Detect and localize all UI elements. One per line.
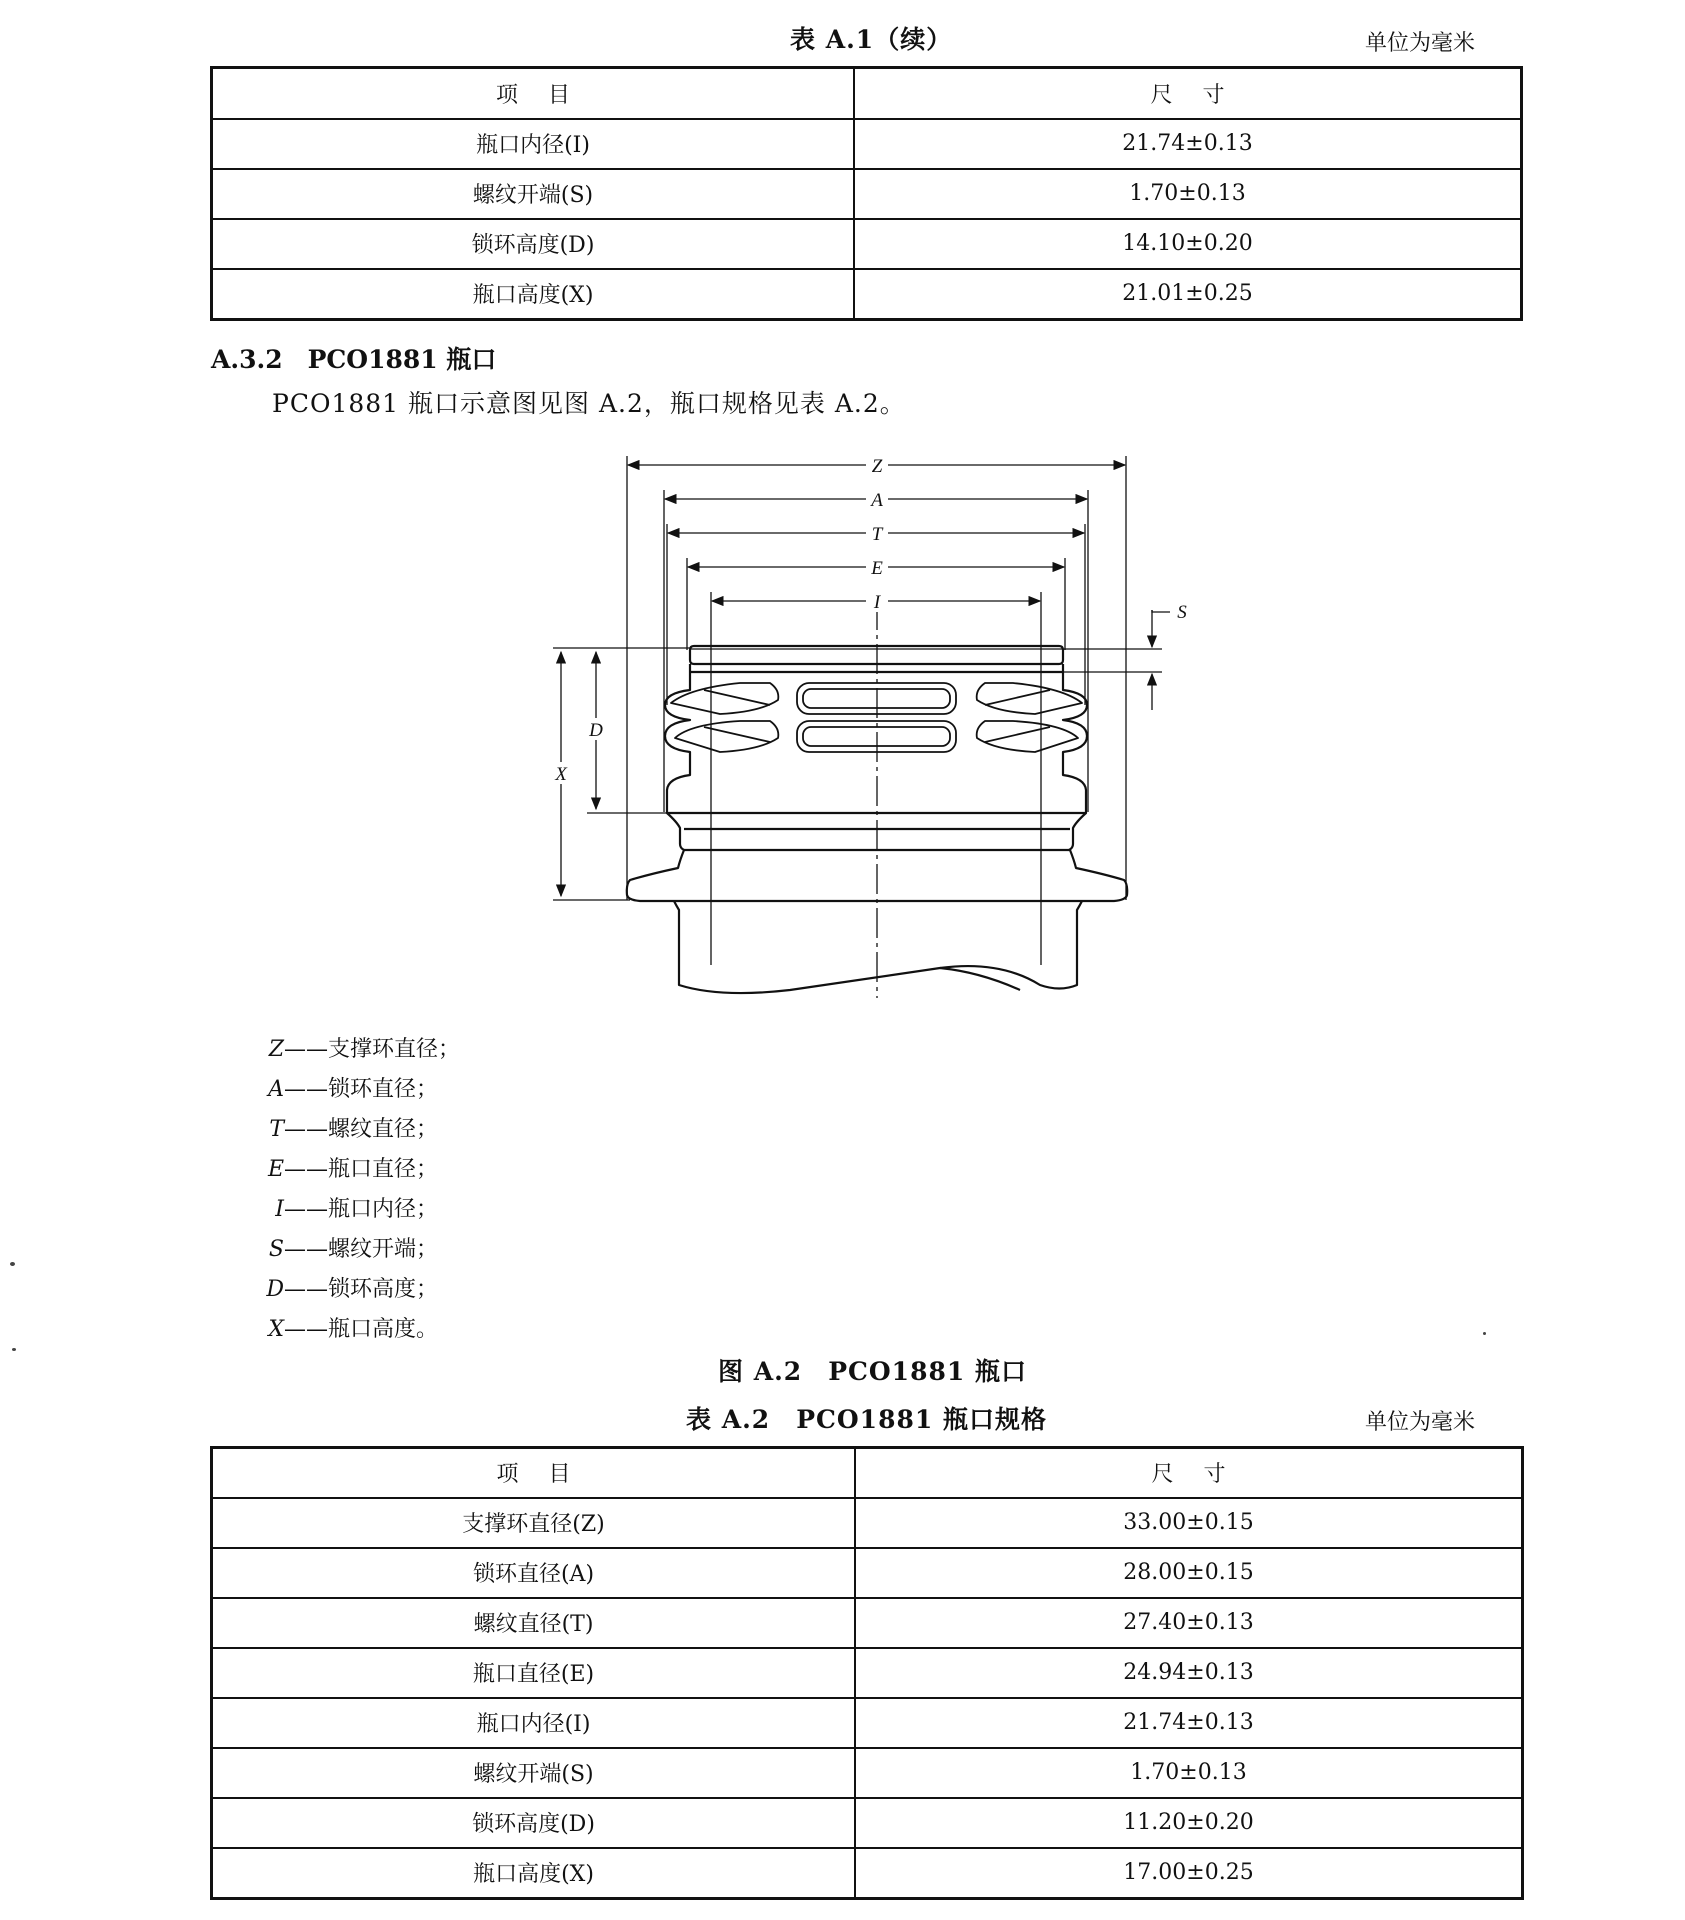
row-size: 17.00±0.25: [855, 1848, 1523, 1899]
legend-item: S——螺纹开端；: [268, 1237, 439, 1262]
table-row: [212, 1798, 1523, 1848]
row-item: 螺纹开端(S): [212, 1748, 856, 1798]
legend-item: Z——支撑环直径；: [268, 1037, 461, 1062]
table-row: [212, 1748, 1523, 1798]
table-row: [212, 169, 1522, 219]
header-item: 项目: [212, 1448, 856, 1498]
table-a2-caption: 表 A.2 PCO1881 瓶口规格: [686, 1405, 1047, 1434]
legend-item: T——螺纹直径；: [269, 1117, 439, 1142]
row-size: 28.00±0.15: [855, 1548, 1523, 1598]
legend-item: D——锁环高度；: [266, 1277, 439, 1302]
row-item: 螺纹直径(T): [212, 1598, 856, 1648]
header-size: 尺寸: [854, 68, 1522, 119]
table-row: [212, 1848, 1523, 1899]
row-item: 支撑环直径(Z): [212, 1498, 856, 1548]
table-a2-unit: 单位为毫米: [1365, 1410, 1476, 1435]
row-size: 24.94±0.13: [855, 1648, 1523, 1698]
legend-item: E——瓶口直径；: [267, 1157, 439, 1182]
row-size: 21.74±0.13: [855, 1698, 1523, 1748]
table-row: [212, 1498, 1523, 1548]
row-size: 1.70±0.13: [855, 1748, 1523, 1798]
legend-item: A——锁环直径；: [268, 1077, 439, 1102]
section-heading: A.3.2 PCO1881 瓶口: [211, 345, 497, 374]
dim-label-i: I: [873, 592, 881, 613]
table-row: [212, 219, 1522, 269]
row-size: 1.70±0.13: [854, 169, 1522, 219]
legend-item: X——瓶口高度。: [268, 1317, 439, 1342]
row-item: 瓶口高度(X): [212, 1848, 856, 1899]
row-item: 锁环高度(D): [212, 1798, 856, 1848]
dim-label-e: E: [871, 558, 883, 579]
table-a1-unit: 单位为毫米: [1365, 31, 1476, 56]
table-row: [212, 1648, 1523, 1698]
table-a1: [210, 66, 1523, 321]
table-header-row: [212, 68, 1522, 119]
row-item: 瓶口内径(I): [212, 1698, 856, 1748]
row-size: 33.00±0.15: [855, 1498, 1523, 1548]
table-row: [212, 1698, 1523, 1748]
row-item: 瓶口高度(X): [212, 269, 855, 320]
header-item: 项目: [212, 68, 855, 119]
dim-label-x: X: [555, 764, 567, 785]
figure-caption: 图 A.2 PCO1881 瓶口: [718, 1357, 1027, 1386]
bottle-neck-diagram: [530, 445, 1210, 1015]
dim-label-d: D: [589, 720, 603, 741]
dim-label-z: Z: [871, 456, 883, 477]
row-size: 27.40±0.13: [855, 1598, 1523, 1648]
scan-speck: [12, 1348, 16, 1351]
row-item: 锁环直径(A): [212, 1548, 856, 1598]
header-size: 尺寸: [855, 1448, 1523, 1498]
table-header-row: [212, 1448, 1523, 1498]
scan-speck: [1483, 1332, 1486, 1335]
table-a2: [210, 1446, 1524, 1900]
dim-label-a: A: [871, 490, 883, 511]
scan-speck: [10, 1262, 15, 1266]
row-item: 锁环高度(D): [212, 219, 855, 269]
row-item: 瓶口直径(E): [212, 1648, 856, 1698]
legend-item: I——瓶口内径；: [275, 1197, 439, 1222]
row-size: 21.74±0.13: [854, 119, 1522, 169]
section-paragraph: PCO1881 瓶口示意图见图 A.2，瓶口规格见表 A.2。: [272, 389, 906, 418]
row-size: 14.10±0.20: [854, 219, 1522, 269]
figure-legend: [260, 1030, 460, 1350]
dim-label-s: S: [1177, 602, 1187, 623]
table-row: [212, 1598, 1523, 1648]
row-size: 21.01±0.25: [854, 269, 1522, 320]
table-a1-caption: 表 A.1（续）: [790, 25, 953, 54]
table-row: [212, 269, 1522, 320]
row-item: 螺纹开端(S): [212, 169, 855, 219]
table-row: [212, 119, 1522, 169]
row-item: 瓶口内径(I): [212, 119, 855, 169]
dim-label-t: T: [871, 524, 883, 545]
table-row: [212, 1548, 1523, 1598]
row-size: 11.20±0.20: [855, 1798, 1523, 1848]
